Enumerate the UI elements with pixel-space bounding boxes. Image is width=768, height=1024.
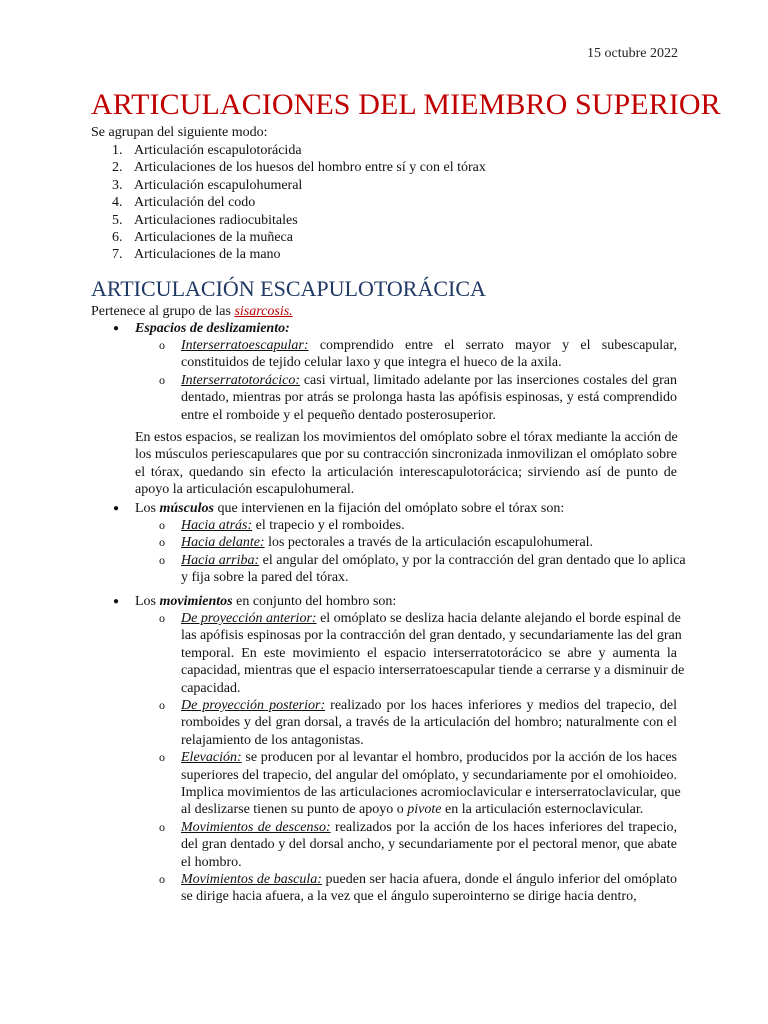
text-line: capacidad. — [181, 680, 241, 696]
espacios-label: Espacios de deslizamiento: — [135, 321, 290, 336]
text-line: Interserratotorácico: casi virtual, limitado adelante por las inserciones costales del gran — [181, 372, 677, 388]
list-item — [91, 229, 486, 246]
text-line: Movimientos de bascula: pueden ser hacia afuera, donde el ángulo inferior del omóplato — [181, 872, 677, 887]
musculos-bold: músculos — [159, 501, 214, 516]
text-line: Interserratoescapular: comprendido entre el serrato mayor y el subescapular, — [181, 338, 677, 353]
list-item-text: Articulaciones de la mano — [134, 247, 281, 263]
bullet-dot: ● — [113, 596, 120, 607]
sub-list-item — [181, 337, 677, 372]
text-line: Hacia delante: los pectorales a través de la articulación escapulohumeral. — [181, 535, 594, 551]
list-item-text: Articulación escapulohumeral — [134, 177, 303, 193]
sub-bullet-circle: o — [159, 372, 165, 387]
sub-list-item — [181, 697, 677, 749]
text-line: constituidos de tejido celular laxo y que integra el hueco de la axila. — [181, 355, 562, 371]
bullet-dot: ● — [113, 323, 120, 334]
list-item-number: 2. — [112, 160, 123, 176]
movimientos-heading — [135, 593, 396, 610]
list-item — [91, 246, 486, 263]
musculos-suffix: que intervienen en la fijación del omóplato sobre el tórax son: — [213, 501, 565, 516]
text-line: Hacia arriba: el angular del omóplato, y por la contracción del gran dentado que lo aplica — [181, 552, 686, 568]
sub-bullet-circle: o — [159, 535, 165, 550]
list-item-text: Articulación escapulotorácida — [134, 143, 302, 158]
text-line: temporal. En este movimiento el espacio interserratotorácico se abre y aumenta la — [181, 645, 677, 661]
sub-item-term: Hacia atrás: — [181, 518, 253, 533]
list-item-text: Articulación del codo — [134, 195, 256, 211]
list-item-text: Articulaciones radiocubitales — [134, 212, 298, 228]
list-item — [91, 142, 486, 159]
belongs-prefix: Pertenece al grupo de las — [91, 304, 235, 319]
sub-bullet-circle: o — [159, 518, 165, 532]
sub-bullet-circle: o — [159, 552, 165, 567]
text-line: dentado, mientras por atrás se prolonga hasta las apófisis espinosas, y está comprendido — [181, 390, 677, 406]
text-line: entre el romboide y el pequeño dentado posterosuperior. — [181, 407, 496, 423]
italic-term: pivote — [407, 802, 442, 818]
sub-list-item — [181, 819, 677, 871]
sub-list-item — [181, 610, 685, 697]
bullet-dot: ● — [113, 503, 120, 514]
sub-bullet-circle: o — [159, 338, 165, 352]
sub-list-item — [181, 749, 681, 819]
sub-bullet-circle: o — [159, 872, 165, 886]
list-item-text: Articulaciones de la muñeca — [134, 229, 293, 245]
text-line: relajamiento de los antagonistas. — [181, 732, 364, 748]
text-line: En estos espacios, se realizan los movimientos del omóplato sobre el tórax mediante la acción de — [135, 430, 678, 445]
list-item — [91, 194, 486, 211]
list-item-number: 6. — [112, 229, 123, 245]
text-line: las apófisis espinosas por la contracción del gran dentado, y secundariamente las del gran — [181, 628, 682, 644]
text-line: romboides y del gran dorsal, a través de la articulación del hombro; naturalmente con el — [181, 715, 677, 731]
sub-item-term: Movimientos de descenso: — [181, 819, 331, 835]
list-item-number: 4. — [112, 195, 123, 211]
text-line: capacidad, mientras que el espacio interserratoescapular tiende a cerrarse y a disminuir de — [181, 663, 685, 679]
musculos-heading — [135, 500, 564, 517]
sub-item-term: Interserratoescapular: — [181, 338, 309, 353]
text-line: Elevación: se producen por al levantar el hombro, producidos por la acción de los haces — [181, 750, 677, 766]
text-line: se dirige hacia afuera, a la vez que el ángulo superointerno se dirige hacia dentro, — [181, 889, 637, 905]
sisarcosis-link: sisarcosis. — [234, 304, 293, 319]
sub-bullet-circle: o — [159, 750, 165, 765]
spaces-paragraph — [135, 429, 677, 499]
text-line: Movimientos de descenso: realizados por la acción de los haces inferiores del trapecio, — [181, 819, 677, 835]
text-line: Hacia atrás: el trapecio y el romboides. — [181, 518, 405, 533]
sub-list-item — [181, 372, 677, 424]
list-item — [91, 212, 486, 229]
text-line: apoyo la articulación escapulohumeral. — [135, 482, 355, 498]
sub-list-item — [181, 871, 677, 906]
sub-item-term: Elevación: — [181, 750, 242, 766]
text-line: Implica movimientos de las articulaciones acromioclavicular e interserratoclavicular, que — [181, 785, 681, 800]
text-line: el tórax, quedando sin efecto la articulación interescapulotorácica; sirviendo así de punto de — [135, 464, 677, 480]
belongs-text — [91, 304, 293, 320]
text-line: del gran dentado y del dorsal ancho, y secundariamente por el pectoral menor, que abate — [181, 837, 677, 853]
sub-bullet-circle: o — [159, 611, 165, 625]
section-heading: ARTICULACIÓN ESCAPULOTORÁCICA — [91, 276, 486, 301]
document-date: 15 octubre 2022 — [587, 46, 678, 61]
sub-list-item — [181, 517, 677, 534]
sub-item-term: De proyección anterior: — [181, 611, 317, 626]
sub-item-term: Interserratotorácico: — [181, 372, 300, 388]
sub-item-term: Movimientos de bascula: — [181, 872, 322, 887]
sub-item-term: Hacia arriba: — [181, 552, 260, 568]
text-line: De proyección anterior: el omóplato se desliza hacia delante alejando el borde espinal de — [181, 611, 681, 626]
list-item-number: 3. — [112, 177, 123, 193]
joints-numbered-list — [91, 142, 486, 264]
page-title: ARTICULACIONES DEL MIEMBRO SUPERIOR — [91, 88, 721, 121]
text-line: el hombro. — [181, 854, 242, 870]
sub-bullet-circle: o — [159, 698, 165, 712]
text-line: los músculos periescapulares que por su contracción sincronizada inmovilizan el omóplato sobre — [135, 447, 677, 463]
musculos-prefix: Los — [135, 501, 160, 516]
text-line: y fija sobre la pared del tórax. — [181, 570, 349, 586]
sub-bullet-circle: o — [159, 819, 165, 834]
sub-item-term: Hacia delante: — [181, 535, 265, 551]
text-line: superiores del trapecio, del angular del omóplato, y secundariamente por el omohioideo. — [181, 767, 677, 783]
list-item — [91, 159, 486, 176]
movimientos-prefix: Los — [135, 594, 160, 609]
movimientos-bold: movimientos — [159, 594, 233, 609]
list-item-number: 5. — [112, 212, 123, 228]
intro-text: Se agrupan del siguiente modo: — [91, 125, 268, 140]
sub-item-term: De proyección posterior: — [181, 698, 326, 713]
sub-list-item — [181, 534, 677, 551]
text-line: al deslizarse tienen su punto de apoyo o pivote en la articulación esternoclavicular. — [181, 802, 644, 818]
sub-list-item — [181, 552, 686, 587]
list-item-number: 1. — [112, 143, 123, 158]
text-line: De proyección posterior: realizado por los haces inferiores y medios del trapecio, del — [181, 698, 677, 713]
list-item-number: 7. — [112, 247, 123, 263]
movimientos-suffix: en conjunto del hombro son: — [232, 594, 397, 609]
list-item — [91, 177, 486, 194]
list-item-text: Articulaciones de los huesos del hombro entre sí y con el tórax — [134, 160, 486, 176]
